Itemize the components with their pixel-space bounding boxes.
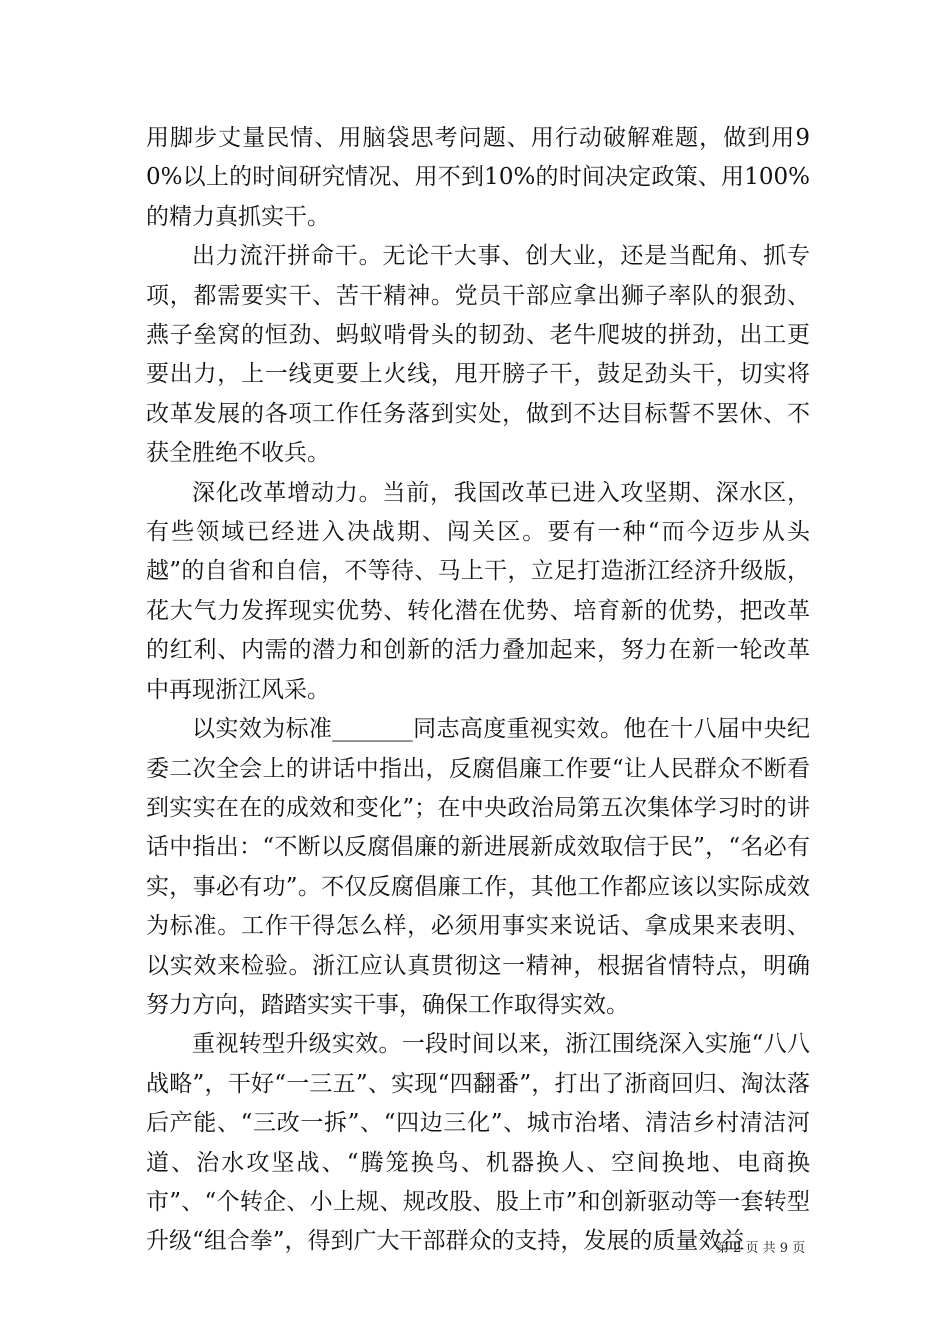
paragraph-4: 以实效为标准_______同志高度重视实效。他在十八届中央纪委二次全会上的讲话中指出，反腐倡廉工作要“让人民群众不断看到实实在在的成效和变化”；在中央政治局第五次集体学习时的讲话中指出：“不断以反腐倡廉的新进展新成效取信于民”，“名必有实，事必有功”。不仅反腐倡廉工作，其他工作都应该以实际成效为标准。工作干得怎么样，必须用事实来说话、拿成果来表明、以实效来检验。浙江应认真贯彻这一精神，根据省情特点，明确努力方向，踏踏实实干事，确保工作取得实效。 — [146, 716, 810, 1018]
paragraph-3: 深化改革增动力。当前，我国改革已进入攻坚期、深水区，有些领域已经进入决战期、闯关区。要有一种“而今迈步从头越”的自省和自信，不等待、马上干，立足打造浙江经济升级版，花大气力发挥现实优势、转化潜在优势、培育新的优势，把改革的红利、内需的潜力和创新的活力叠加起来，努力在新一轮改革中再现浙江风采。 — [146, 479, 810, 703]
paragraph-2: 出力流汗拼命干。无论干大事、创大业，还是当配角、抓专项，都需要实干、苦干精神。党员干部应拿出狮子率队的狠劲、燕子垒窝的恒劲、蚂蚁啃骨头的韧劲、老牛爬坡的拼劲，出工更要出力，上一线更要上火线，甩开膀子干，鼓足劲头干，切实将改革发展的各项工作任务落到实处，做到不达目标誓不罢休、不获全胜绝不收兵。 — [146, 243, 810, 467]
page-number: 第 2 页 共 9 页 — [716, 1241, 806, 1256]
paragraph-5: 重视转型升级实效。一段时间以来，浙江围绕深入实施“八八战略”，干好“一三五”、实现“四翻番”，打出了浙商回归、淘汰落后产能、“三改一拆”、“四边三化”、城市治堵、清洁乡村清洁河道、治水攻坚战、“腾笼换鸟、机器换人、空间换地、电商换市”、“个转企、小上规、规改股、股上市”和创新驱动等一套转型升级“组合拳”，得到广大干部群众的支持，发展的质量效益 — [146, 1031, 810, 1255]
document-body — [146, 119, 810, 1262]
paragraph-1: 用脚步丈量民情、用脑袋思考问题、用行动破解难题，做到用90%以上的时间研究情况、用不到10%的时间决定政策、用100%的精力真抓实干。 — [146, 125, 810, 230]
